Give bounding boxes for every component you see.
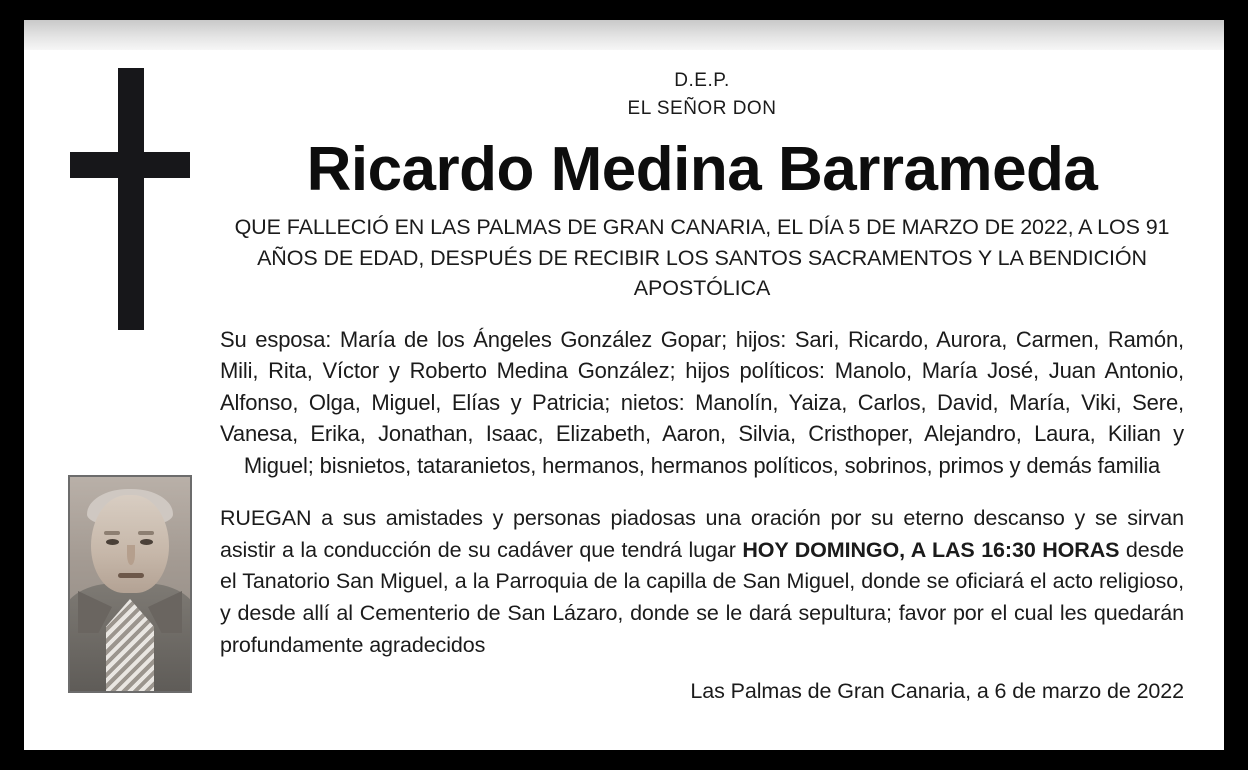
top-gradient-band (24, 20, 1224, 50)
funeral-request-paragraph (220, 503, 1184, 661)
place-and-date-signature: Las Palmas de Gran Canaria, a 6 de marzo de 2022 (690, 679, 1184, 704)
funeral-time-highlight: HOY DOMINGO, A LAS 16:30 HORAS (742, 537, 1120, 562)
portrait-eye-left (106, 539, 119, 545)
portrait-nose (127, 545, 135, 565)
portrait-face (91, 495, 169, 593)
death-details: QUE FALLECIÓ EN LAS PALMAS DE GRAN CANARIA, EL DÍA 5 DE MARZO DE 2022, A LOS 91 AÑOS DE EDAD, DESPUÉS DE RECIBIR LOS SANTOS SACRAMENTOS Y LA BENDICIÓN APOSTÓLICA (234, 215, 1170, 301)
obituary-text-column (220, 68, 1184, 704)
portrait-brow-right (138, 531, 154, 535)
request-text-before: RUEGAN a sus amistades y personas piadosas una oración por su eterno descanso y se sirvan asistir a la conducción de su cadáver que tendrá lugar (220, 506, 1184, 562)
latin-cross-icon (70, 68, 190, 330)
deceased-name: Ricardo Medina Barrameda (306, 135, 1098, 205)
salutation-line: EL SEÑOR DON (627, 97, 777, 119)
dep-abbreviation: D.E.P. (674, 70, 730, 91)
portrait-mouth (118, 573, 144, 578)
cross-horizontal-bar (70, 152, 190, 178)
obituary-notice-card (24, 20, 1224, 750)
request-text-after: desde el Tanatorio San Miguel, a la Parroquia de la capilla de San Miguel, donde se oficiará el acto religioso, y desde allí al Cementerio de San Lázaro, donde se le dará sepultura; favor por el cual les quedarán profundamente agradecidos (220, 537, 1185, 657)
cross-vertical-bar (118, 68, 144, 330)
deceased-portrait-photo (68, 475, 192, 693)
portrait-brow-left (104, 531, 120, 535)
surviving-family-list: Su esposa: María de los Ángeles González Gopar; hijos: Sari, Ricardo, Aurora, Carmen, Ramón, Mili, Rita, Víctor y Roberto Medina González; hijos políticos: Manolo, María José, Juan Antonio, Alfonso, Olga, Miguel, Elías y Patricia; nietos: Manolín, Yaiza, Carlos, David, María, Viki, Sere, Vanesa, Erika, Jonathan, Isaac, Elizabeth, Aaron, Silvia, Cristhoper, Alejandro, Laura, Kilian y Miguel; bisnietos, tataranietos, hermanos, hermanos políticos, sobrinos, primos y demás familia (220, 326, 1184, 478)
portrait-eye-right (140, 539, 153, 545)
